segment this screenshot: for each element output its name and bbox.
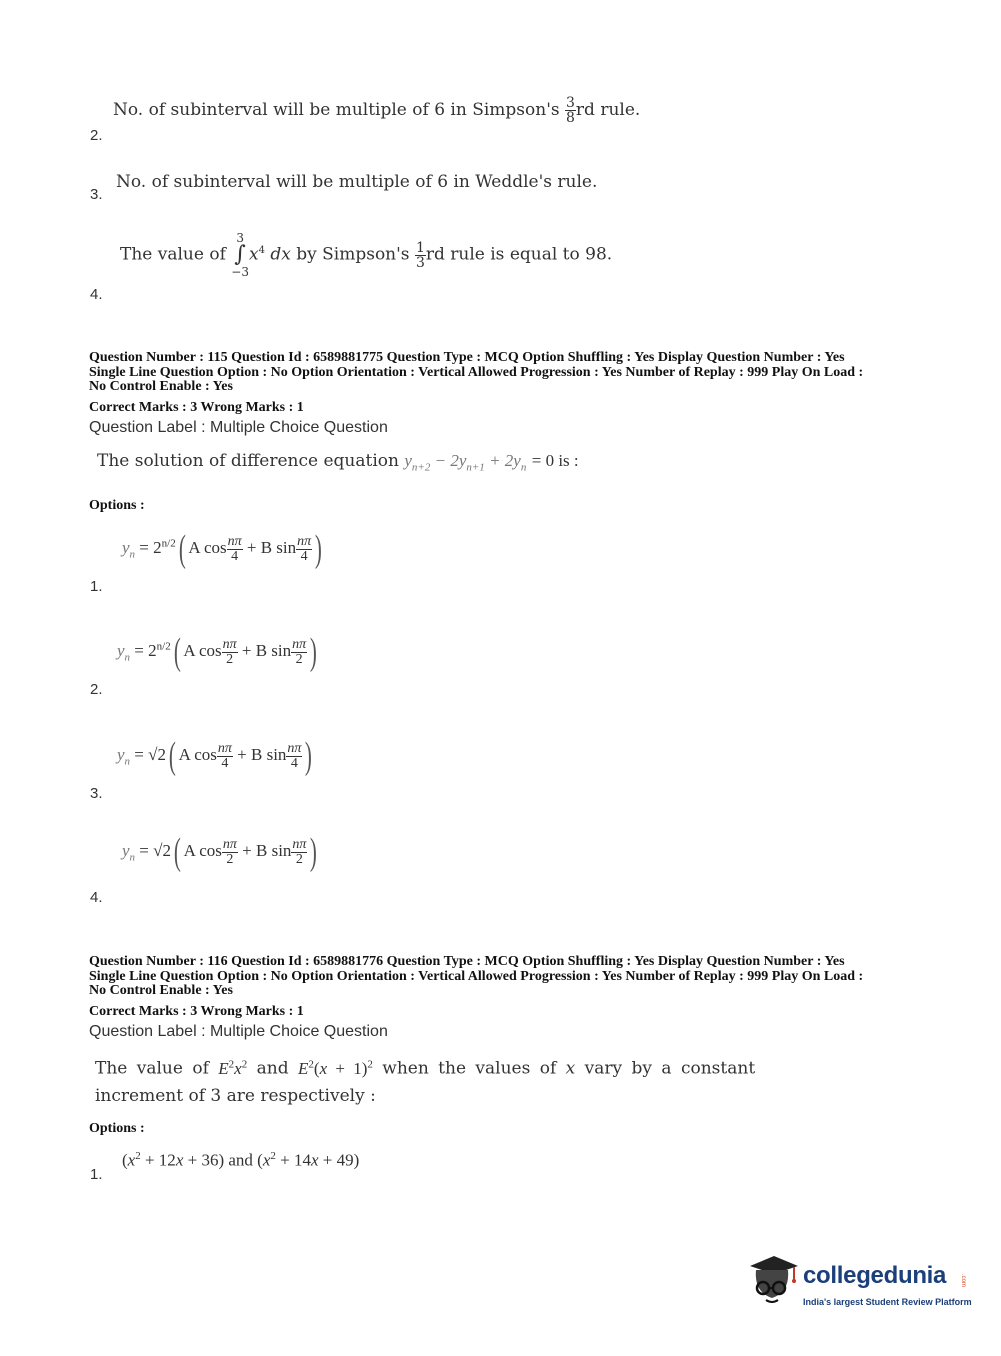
prev-option-2-number: 2. [90,127,103,144]
q115-option-4-formula[interactable]: $y_n = √2$( A cos $\frac{n\pi}{2}$ + B sin $\frac{n\pi}{2}$ ) [122,831,318,873]
prev-option-4-text: The value of 3 ∫ $-3x^4$ dx by Simpson's $\frac{1}{3}$ rd rule is equal to 98. [120,231,613,279]
q115-option-1-number: 1. [90,578,103,595]
logo-brand-name: collegedunia [803,1262,947,1289]
q115-option-3-formula[interactable]: $y_n = √2$( A cos $\frac{n\pi}{4}$ + B sin $\frac{n\pi}{4}$ ) [117,735,313,777]
q116-marks: Correct Marks : 3 Wrong Marks : 1 [89,1004,304,1019]
collegedunia-mascot-icon [744,1252,800,1308]
q116-stem-line1: The value of $E^2x^2$ and $E^2(x + 1)^2$ when the values of x vary by a constant [95,1058,756,1079]
q115-option-2-formula[interactable]: $y_n = 2^{n/2}$( A cos $\frac{n\pi}{2}$ + B sin $\frac{n\pi}{2}$ ) [117,631,317,673]
q115-stem: The solution of difference equation $y_{n+2} - 2y_{n+1} + 2y_n = 0$ is : [97,451,579,474]
q116-question-label: Question Label : Multiple Choice Question [89,1023,388,1040]
q116-option-1-number: 1. [90,1166,103,1183]
q115-marks: Correct Marks : 3 Wrong Marks : 1 [89,400,304,415]
q115-question-label: Question Label : Multiple Choice Question [89,419,388,436]
logo-domain-suffix: .com [960,1274,966,1288]
q115-option-4-number: 4. [90,889,103,906]
q116-option-1-formula[interactable]: $(x^2 + 12x + 36)$ and $(x^2 + 14x + 49)$ [122,1150,360,1170]
prev-option-3-text: No. of subinterval will be multiple of 6 in Weddle's rule. [116,172,598,192]
q115-metadata: Question Number : 115 Question Id : 6589881775 Question Type : MCQ Option Shuffling : Yes Display Question Number : Yes Single Line Question Option : No Option Orientation : Vertical Allowed Progression : Yes Number of Replay : 999 Play On Load : No Control Enable : Yes [89,350,864,394]
q115-option-2-number: 2. [90,681,103,698]
q115-options-heading: Options : [89,498,145,513]
prev-option-3-number: 3. [90,186,103,203]
logo-tagline: India's largest Student Review Platform [803,1297,972,1307]
q116-options-heading: Options : [89,1121,145,1136]
q115-option-1-formula[interactable]: $y_n = 2^{n/2}$( A cos $\frac{n\pi}{4}$ + B sin $\frac{n\pi}{4}$ ) [122,528,322,570]
q116-metadata: Question Number : 116 Question Id : 6589881776 Question Type : MCQ Option Shuffling : Yes Display Question Number : Yes Single Line Question Option : No Option Orientation : Vertical Allowed Progression : Yes Number of Replay : 999 Play On Load : No Control Enable : Yes [89,954,864,998]
prev-option-2-text: No. of subinterval will be multiple of 6 in Simpson's $\frac{3}{8}$ rd rule. [113,95,641,126]
prev-option-4-number: 4. [90,286,103,303]
q116-stem-line2: increment of 3 are respectively : [95,1086,376,1106]
q115-option-3-number: 3. [90,785,103,802]
